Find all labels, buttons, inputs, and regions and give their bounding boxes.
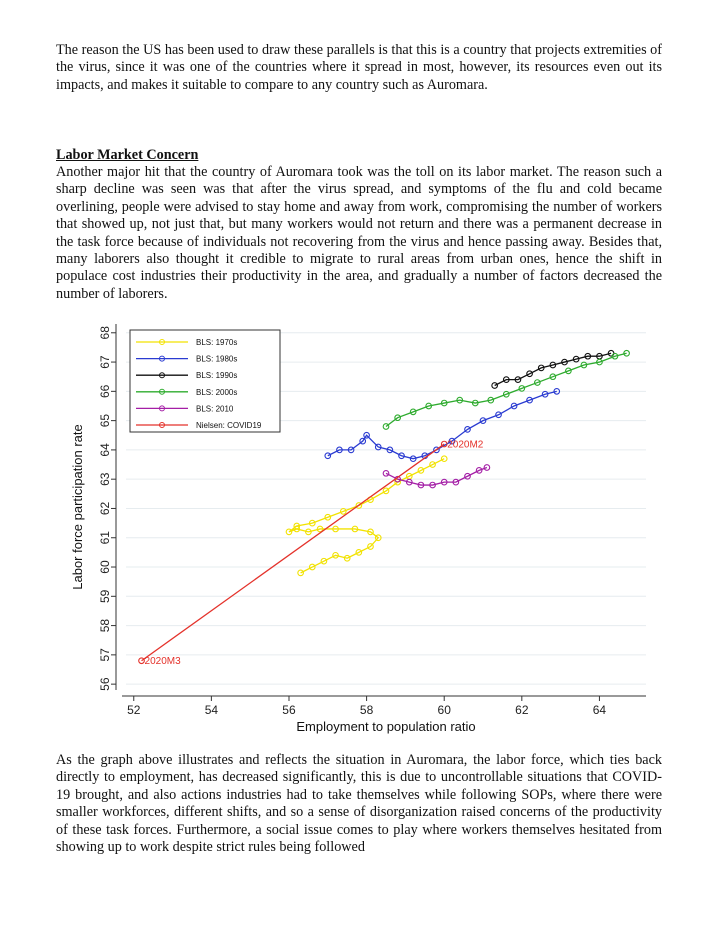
series-line [142,444,445,661]
x-tick-label: 60 [437,703,451,717]
data-point [139,658,145,664]
series-bls-1980s [325,389,560,462]
series-bls-1970s [286,456,447,576]
annotation-label: 2020M3 [144,656,181,668]
y-tick-label: 63 [98,472,113,486]
x-tick-label: 54 [204,703,219,717]
x-tick-label: 52 [127,703,141,717]
x-tick-label: 62 [515,703,529,717]
y-tick-label: 65 [98,413,113,428]
series-nielsen-covid19 [139,441,447,663]
y-tick-label: 66 [98,384,113,399]
series-line [289,459,444,573]
y-tick-label: 60 [98,560,113,574]
legend-label: BLS: 1970s [196,338,238,347]
conclusion-paragraph: As the graph above illustrates and reflects the situation in Auromara, the labor force, which ties back directly to employment, has decreased significantly, this is due to uncontrollable situations that COVID-19 brought, and also actions industries had to take themselves while following SOPs, where there were smaller workforces, different shifts, and so a sense of disorganization raised concerns of the productivity of these task forces. Furthermore, a social issue comes to play where workers themselves hesitated from showing up to work despite strict rules being followed [56,752,662,856]
y-tick-label: 68 [98,326,113,340]
data-point [484,465,490,471]
intro-paragraph: The reason the US has been used to draw these parallels is that this is a country that projects extremities of the virus, since it was one of the countries where it spread in most, however, its resources even out its impacts, and makes it suitable to compare to any country such as Auromara. [56,42,662,93]
x-axis-label: Employment to population ratio [296,719,476,734]
legend-label: BLS: 1990s [196,371,238,381]
x-tick-label: 56 [282,703,296,717]
series-line [386,467,487,485]
x-tick-label: 64 [592,703,607,717]
series-line [495,353,611,385]
y-tick-label: 57 [98,648,113,662]
series-bls-1990s [492,350,614,388]
y-tick-label: 67 [98,355,113,369]
chart-legend [130,330,280,432]
y-tick-label: 61 [98,531,113,545]
series-line [386,353,627,426]
y-axis-label: Labor force participation rate [70,424,85,590]
labor-market-paragraph: Another major hit that the country of Auromara took was the toll on its labor market. The reason such a sharp decline was seen was that after the virus spread, and symptoms of the flu and cold became overlining, people were advised to stay home and away from work, compromising the number of workers that showed up, not just that, but many workers would not return and there was a permanent decrease in the task force because of individuals not recovering from the virus and hence passing away. Besides that, many laborers also thought it credible to migrate to rural areas from urban ones, hence the shift in populace cost industries their productivity in the area, and gradually a number of factors decreased the number of laborers. [56,164,662,302]
y-tick-label: 56 [98,677,113,691]
y-tick-label: 62 [98,501,113,516]
y-tick-label: 59 [98,589,113,603]
chart-annotations [145,440,484,668]
legend-label: Nielsen: COVID19 [196,421,262,430]
labor-force-chart [60,316,660,736]
y-tick-label: 64 [98,443,113,457]
x-tick-label: 58 [359,703,374,717]
legend-label: BLS: 1980s [196,354,238,364]
y-tick-label: 58 [98,618,113,633]
data-point [441,456,447,462]
annotation-label: 2020M2 [447,439,484,451]
section-heading: Labor Market Concern [56,147,199,163]
legend-label: BLS: 2000s [196,387,238,397]
legend-label: BLS: 2010 [196,404,234,414]
